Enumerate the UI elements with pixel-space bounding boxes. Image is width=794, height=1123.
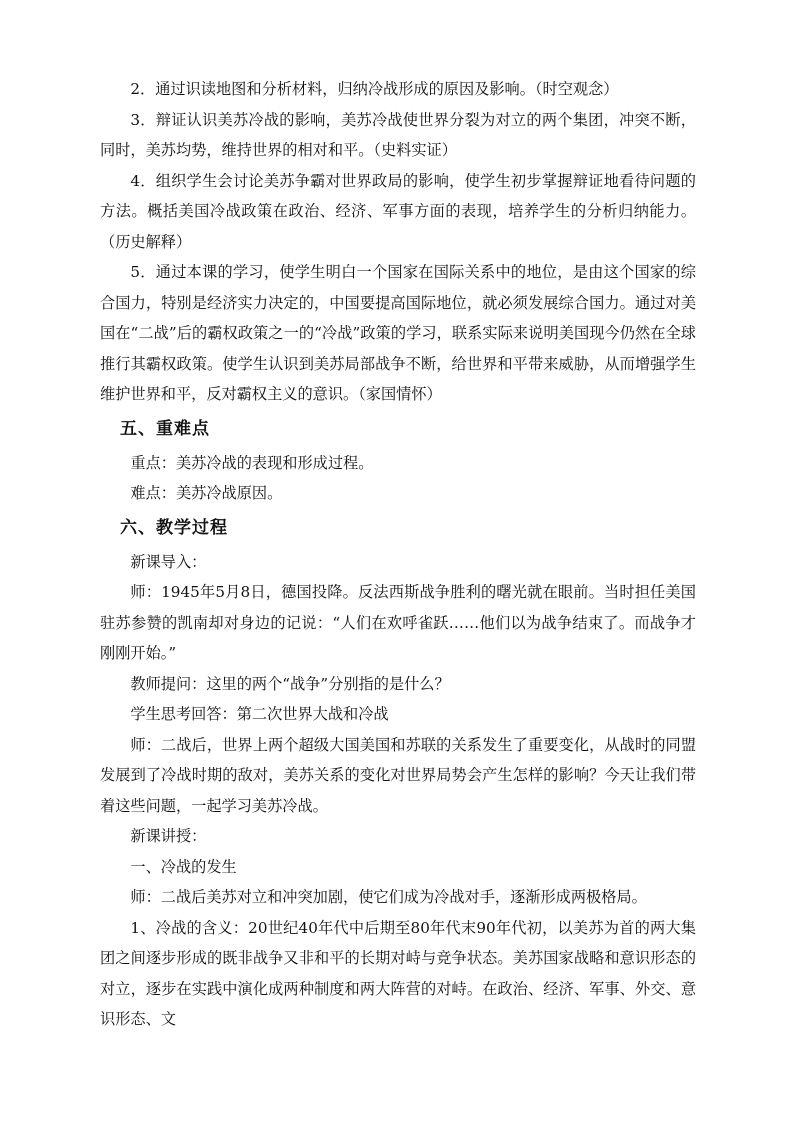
- intro-label: 新课导入：: [130, 552, 207, 571]
- objective-2: 2．通过识读地图和分析材料，归纳冷战形成的原因及影响。（时空观念）: [130, 80, 619, 98]
- heading-key-difficult-points: 五、重难点: [120, 418, 210, 439]
- document-body: [100, 74, 696, 1035]
- objective-4: 4．组织学生会讨论美苏争霸对世界政局的影响，使学生初步掌握辩证地看待问题的方法。概括美国冷战政策在政治、经济、军事方面的表现，培养学生的分析归纳能力。（历史解释）: [100, 171, 696, 251]
- teacher-paragraph-2: 师：二战后，世界上两个超级大国美国和苏联的关系发生了重要变化，从战时的同盟发展到了冷战时期的敌对，美苏关系的变化对世界局势会产生怎样的影响？今天让我们带着这些问题，一起学习美苏冷战。: [100, 735, 696, 815]
- objective-3: 3．辩证认识美苏冷战的影响，美苏冷战使世界分裂为对立的两个集团，冲突不断，同时，美苏均势，维持世界的相对和平。（史料实证）: [100, 110, 696, 159]
- key-point: 重点：美苏冷战的表现和形成过程。: [130, 453, 374, 472]
- student-answer: 学生思考回答：第二次世界大战和冷战: [130, 705, 389, 723]
- teacher-paragraph-3: 师：二战后美苏对立和冲突加剧，使它们成为冷战对手，逐渐形成两极格局。: [130, 888, 647, 906]
- teacher-question: 教师提问：这里的两个“战争”分别指的是什么？: [130, 674, 450, 693]
- teacher-paragraph-1: 师：1945年5月8日，德国投降。反法西斯战争胜利的曙光就在眼前。当时担任美国驻苏参赞的凯南却对身边的记说：“人们在欢呼雀跃……他们以为战争结束了。而战争才刚刚开始。”: [100, 583, 696, 662]
- difficult-point: 难点：美苏冷战原因。: [130, 484, 283, 502]
- cold-war-definition: 1、冷战的含义：20世纪40年代中后期至80年代末90年代初，以美苏为首的两大集团之间逐步形成的既非战争又非和平的长期对峙与竞争状态。美苏国家战略和意识形态的对立，逐步在实践中演化成两种制度和两大阵营的对峙。在政治、经济、军事、外交、意识形态、文: [100, 918, 696, 1028]
- objective-5: 5．通过本课的学习，使学生明白一个国家在国际关系中的地位，是由这个国家的综合国力，特别是经济实力决定的，中国要提高国际地位，就必须发展综合国力。通过对美国在“二战”后的霸权政策之一的“冷战”政策的学习，联系实际来说明美国现今仍然在全球推行其霸权政策。使学生认识到美苏局部战争不断，给世界和平带来威胁，从而增强学生维护世界和平，反对霸权主义的意识。（家国情怀）: [100, 263, 696, 403]
- lecture-label: 新课讲授：: [130, 827, 207, 845]
- heading-teaching-process: 六、教学过程: [120, 517, 228, 538]
- section-1-title: 一、冷战的发生: [130, 857, 237, 876]
